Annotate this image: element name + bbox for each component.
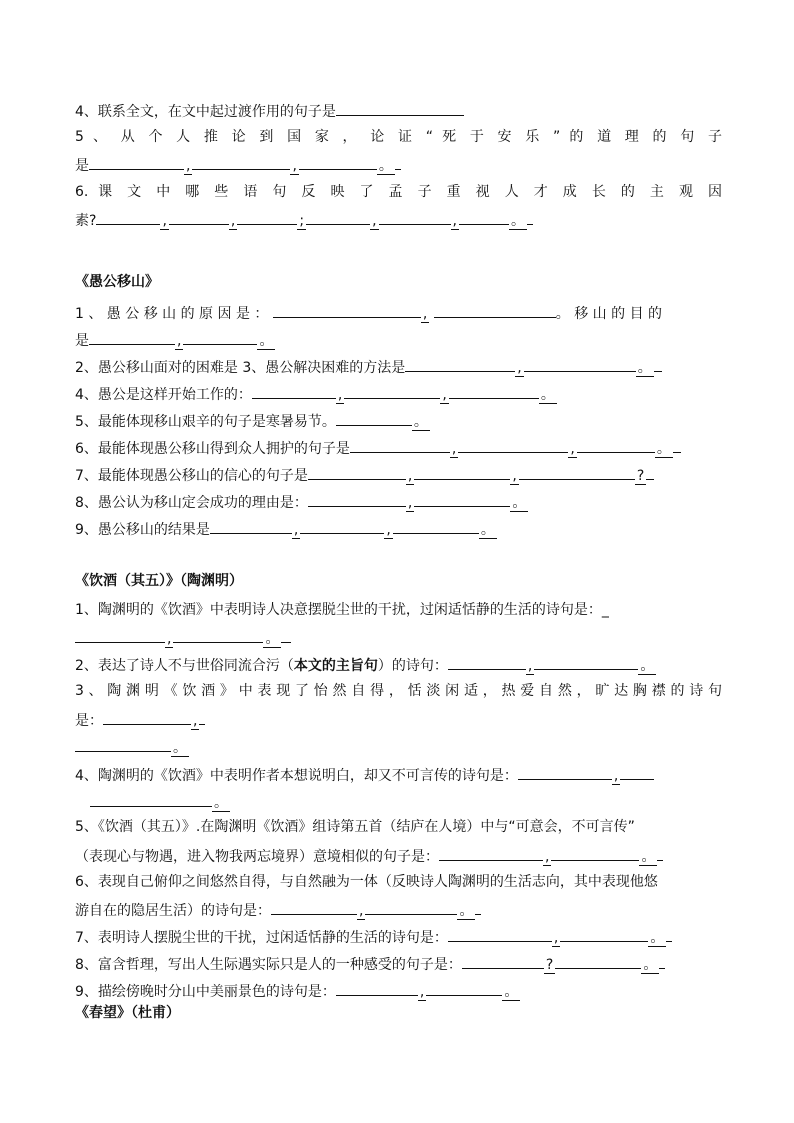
answer-blank[interactable] [414, 492, 510, 507]
answer-blank[interactable] [405, 357, 515, 372]
mencius-q4: 4、联系全文，在文中起过渡作用的句子是 [75, 101, 464, 121]
answer-blank[interactable] [252, 384, 336, 399]
yugong-q7: 7、最能体现愚公移山的信心的句子是 , , ? [75, 465, 654, 485]
answer-blank[interactable] [458, 438, 568, 453]
answer-blank[interactable] [75, 628, 165, 643]
mencius-q5-line1: 5 、 从 个 人 推 论 到 国 家 ， 论 证 “ 死 于 安 乐 ” 的 道 理 的 句 子 [75, 129, 722, 145]
answer-blank[interactable] [300, 519, 384, 534]
answer-blank[interactable] [336, 411, 412, 426]
answer-blank[interactable] [210, 519, 292, 534]
answer-blank[interactable] [620, 765, 654, 780]
answer-blank[interactable] [551, 846, 639, 861]
answer-blank[interactable] [273, 303, 421, 318]
yinjiu-q3-line1: 3 、 陶 渊 明 《 饮 酒 》 中 表 现 了 怡 然 自 得 ， 恬 淡 闲 适 ， 热 爱 自 然 ， 旷 达 胸 襟 的 诗 句 [75, 683, 722, 699]
yinjiu-q3-line3: 。 [75, 737, 189, 757]
answer-blank[interactable] [459, 210, 509, 225]
yinjiu-q1: 1、陶渊明的《饮酒》中表明诗人决意摆脱尘世的干扰，过闲适恬静的生活的诗句是：_ [75, 602, 609, 618]
answer-blank[interactable] [365, 900, 457, 915]
answer-blank[interactable] [344, 384, 440, 399]
section-title-yinjiu: 《饮酒（其五）》（陶渊明） [75, 573, 243, 589]
answer-blank[interactable] [89, 155, 184, 170]
answer-blank[interactable] [169, 210, 229, 225]
yinjiu-q8: 8、富含哲理，写出人生际遇实际只是人的一种感受的句子是： ? 。 [75, 954, 665, 974]
answer-blank[interactable] [89, 330, 175, 345]
yugong-q4: 4、愚公是这样开始工作的： , , 。 [75, 384, 557, 404]
answer-blank[interactable] [350, 438, 450, 453]
answer-blank[interactable] [173, 628, 263, 643]
yinjiu-q7: 7、表明诗人摆脱尘世的干扰，过闲适恬静的生活的诗句是： , 。 [75, 927, 672, 947]
answer-blank[interactable] [192, 155, 290, 170]
answer-blank[interactable] [237, 210, 297, 225]
yinjiu-q4: 4、陶渊明的《饮酒》中表明作者本想说明白，却又不可言传的诗句是： , [75, 765, 654, 785]
answer-blank[interactable] [534, 655, 638, 670]
answer-blank[interactable] [426, 981, 502, 996]
answer-blank[interactable] [271, 900, 357, 915]
answer-blank[interactable] [306, 210, 370, 225]
answer-blank[interactable] [308, 465, 406, 480]
yugong-q9: 9、愚公移山的结果是 , , 。 [75, 519, 497, 539]
answer-blank[interactable] [518, 765, 612, 780]
yugong-q2: 2、愚公移山面对的困难是 3、愚公解决困难的方法是 , 。 [75, 357, 662, 377]
answer-blank[interactable] [439, 846, 543, 861]
answer-blank[interactable] [96, 210, 160, 225]
answer-blank[interactable] [560, 927, 648, 942]
answer-blank[interactable] [393, 519, 479, 534]
yinjiu-q5-line1: 5、《饮酒（其五）》.在陶渊明《饮酒》组诗第五首（结庐在人境）中与“可意会，不可言传” [75, 819, 635, 835]
answer-blank[interactable] [449, 384, 539, 399]
answer-blank[interactable] [448, 927, 552, 942]
answer-blank[interactable] [462, 954, 544, 969]
yinjiu-q2: 2、表达了诗人不与世俗同流合污（本文的主旨句）的诗句： , 。 [75, 655, 656, 675]
yinjiu-q5-line2: （表现心与物遇，进入物我两忘境界）意境相似的句子是： , 。 [75, 846, 663, 866]
mencius-q5-line2: 是 , , 。 [75, 155, 401, 175]
answer-blank[interactable] [448, 655, 526, 670]
answer-blank[interactable] [183, 330, 257, 345]
answer-blank[interactable] [308, 492, 406, 507]
yinjiu-q6-line2: 游自在的隐居生活）的诗句是： , 。 [75, 900, 481, 920]
yugong-q8: 8、愚公认为移山定会成功的理由是： , 。 [75, 492, 528, 512]
answer-blank[interactable] [336, 981, 418, 996]
answer-blank[interactable] [379, 210, 451, 225]
answer-blank[interactable] [90, 792, 212, 807]
yinjiu-q3-line2: 是： , [75, 710, 205, 730]
answer-blank[interactable] [103, 710, 191, 725]
yugong-q1-line2: 是 , 。 [75, 330, 275, 350]
mencius-q6-line1: 6. 课 文 中 哪 些 语 句 反 映 了 孟 子 重 视 人 才 成 长 的 主 观 因 [75, 184, 722, 200]
yinjiu-q6-line1: 6、表现自己俯仰之间悠然自得，与自然融为一体（反映诗人陶渊明的生活志向，其中表现他悠 [75, 874, 658, 890]
answer-blank[interactable] [414, 465, 510, 480]
answer-blank[interactable] [434, 303, 556, 318]
yinjiu-q4-line2: 。 [90, 792, 230, 812]
mencius-q6-line2: 素? , , ; , , 。 [75, 210, 533, 230]
yugong-q6: 6、最能体现愚公移山得到众人拥护的句子是 , , 。 [75, 438, 681, 458]
answer-blank[interactable] [336, 101, 464, 116]
answer-blank[interactable] [75, 737, 171, 752]
answer-blank[interactable] [299, 155, 377, 170]
yinjiu-q1-answer: , 。 [75, 628, 291, 648]
answer-blank[interactable] [555, 954, 641, 969]
section-title-yugong: 《愚公移山》 [75, 274, 159, 290]
section-title-chunwang: 《春望》（杜甫） [75, 1005, 180, 1021]
yinjiu-q9: 9、描绘傍晚时分山中美丽景色的诗句是： , 。 [75, 981, 520, 1001]
yugong-q1-line1: 1 、 愚 公 移 山 的 原 因 是 ： , 。 移 山 的 目 的 [75, 303, 722, 323]
answer-blank[interactable] [519, 465, 635, 480]
answer-blank[interactable] [577, 438, 655, 453]
answer-blank[interactable] [524, 357, 636, 372]
yugong-q5: 5、最能体现移山艰辛的句子是寒暑易节。 。 [75, 411, 430, 431]
